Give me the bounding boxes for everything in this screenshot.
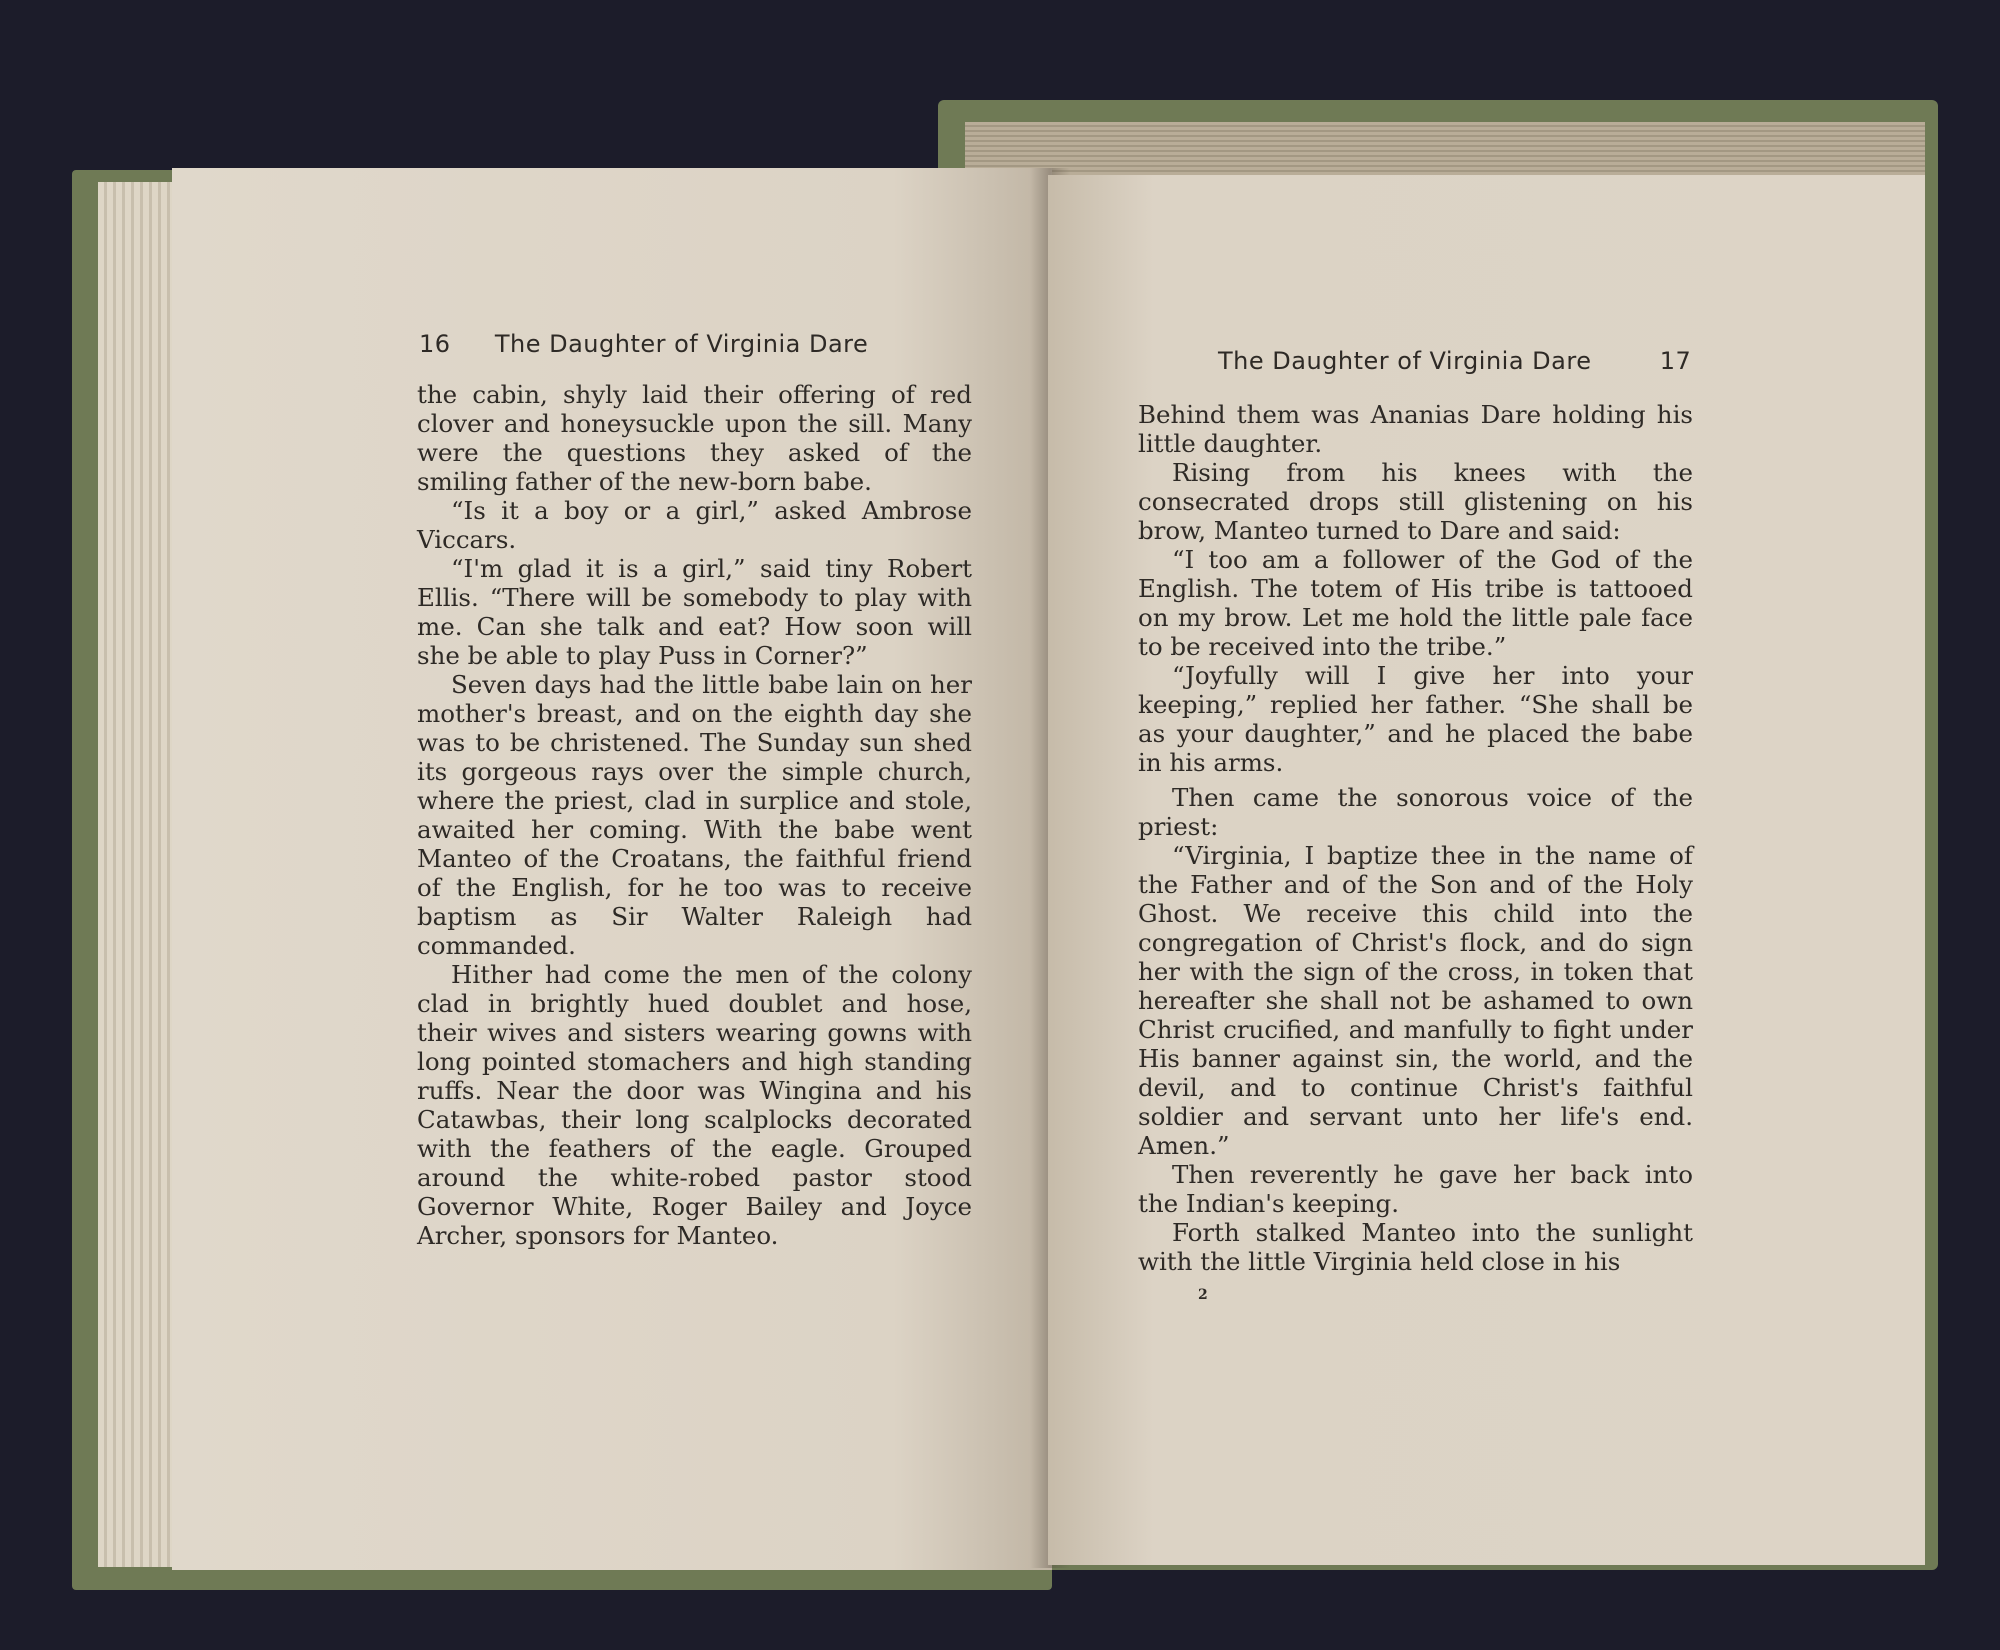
paragraph: the cabin, shyly laid their offering of red clover and honeysuckle upon the sill. Many were the questions they asked of the smiling father of the new-born babe. <box>417 380 972 496</box>
left-page <box>172 168 1052 1570</box>
paragraph: “I too am a follower of the God of the English. The totem of His tribe is tattooed on my brow. Let me hold the little pale face to be received into the tribe.” <box>1138 545 1693 661</box>
paragraph: “I'm glad it is a girl,” said tiny Robert Ellis. “There will be somebody to play with me. Can she talk and eat? How soon will she be able to play Puss in Corner?” <box>417 554 972 670</box>
left-page-number: 16 <box>419 330 451 358</box>
right-page <box>1048 175 1925 1565</box>
paragraph: Then came the sonorous voice of the priest: <box>1138 783 1693 841</box>
signature-mark: 2 <box>1198 1287 1208 1303</box>
paragraph: Seven days had the little babe lain on her mother's breast, and on the eighth day she was to be christened. The Sunday sun shed its gorgeous rays over the simple church, where the priest, clad in surplice and stole, awaited her coming. With the babe went Manteo of the Croatans, the faithful friend of the English, for he too was to receive baptism as Sir Walter Raleigh had commanded. <box>417 670 972 960</box>
left-running-title: The Daughter of Virginia Dare <box>494 330 869 358</box>
paragraph: Hither had come the men of the colony clad in brightly hued doublet and hose, their wives and sisters wearing gowns with long pointed stomachers and high standing ruffs. Near the door was Wingina and his Catawbas, their long scalplocks decorated with the feathers of the eagle. Grouped around the white-robed pastor stood Governor White, Roger Bailey and Joyce Archer, sponsors for Manteo. <box>417 960 972 1250</box>
paragraph: Then reverently he gave her back into the Indian's keeping. <box>1138 1160 1693 1218</box>
left-page-text <box>417 380 972 1250</box>
paragraph: “Joyfully will I give her into your keeping,” replied her father. “She shall be as your daughter,” and he placed the babe in his arms. <box>1138 661 1693 777</box>
paragraph: “Virginia, I baptize thee in the name of the Father and of the Son and of the Holy Ghost. We receive this child into the congregation of Christ's flock, and do sign her with the sign of the cross, in token that hereafter she shall not be ashamed to own Christ crucified, and manfully to fight under His banner against sin, the world, and the devil, and to continue Christ's faithful soldier and servant unto her life's end. Amen.” <box>1138 841 1693 1160</box>
paragraph: Forth stalked Manteo into the sunlight with the little Virginia held close in his <box>1138 1218 1693 1276</box>
right-page-text <box>1138 400 1693 1276</box>
right-running-title: The Daughter of Virginia Dare <box>1218 347 1592 375</box>
paragraph: “Is it a boy or a girl,” asked Ambrose Viccars. <box>417 496 972 554</box>
left-page-header <box>419 330 868 358</box>
right-page-header <box>1218 347 1691 375</box>
paragraph: Behind them was Ananias Dare holding his little daughter. <box>1138 400 1693 458</box>
right-page-number: 17 <box>1659 347 1692 375</box>
paragraph: Rising from his knees with the consecrated drops still glistening on his brow, Manteo turned to Dare and said: <box>1138 458 1693 545</box>
